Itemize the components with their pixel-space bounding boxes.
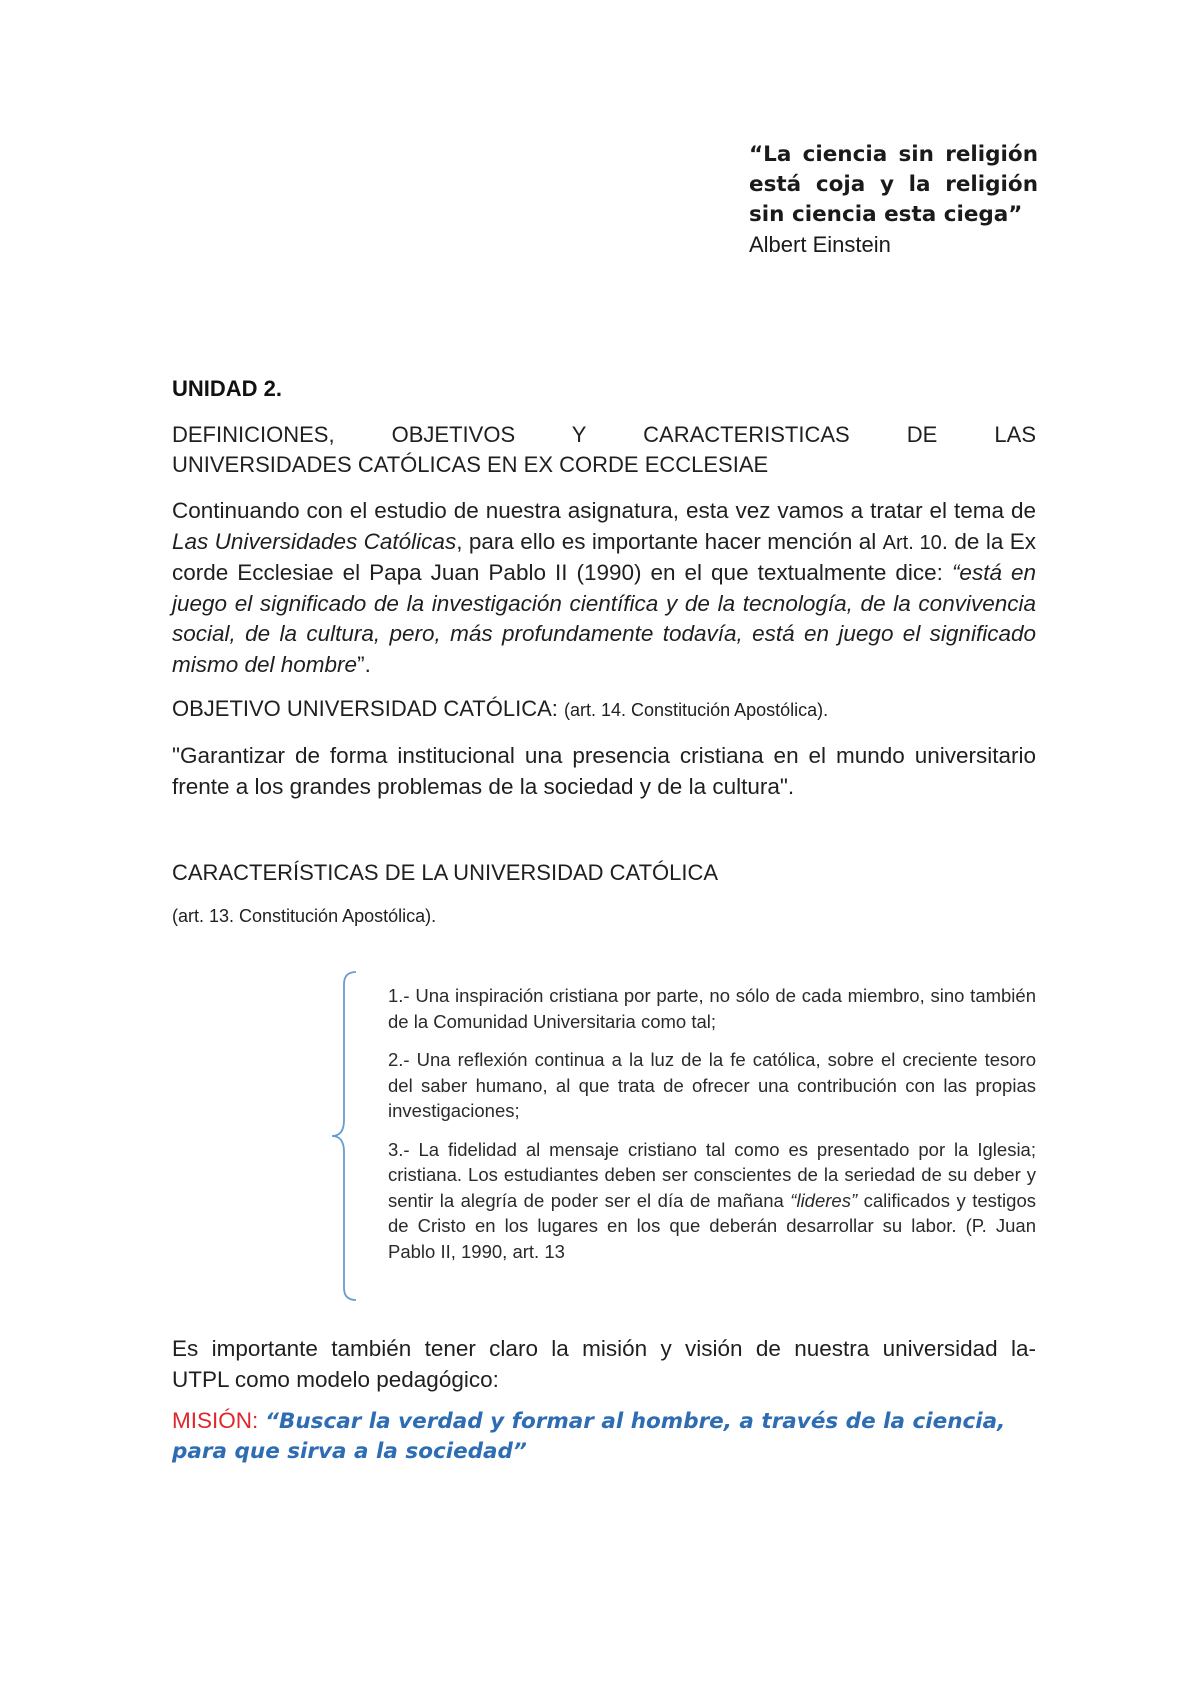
intro-text-part3: . de la Ex corde Ecclesiae el Papa Juan Pablo II (1990) en el que textualmente dice: bbox=[172, 528, 1036, 585]
intro-art-reference: Art. 10 bbox=[882, 531, 942, 554]
unit-title: UNIDAD 2. bbox=[172, 376, 283, 401]
intro-italic-title: Las Universidades Católicas bbox=[172, 528, 457, 554]
characteristics-reference: (art. 13. Constitución Apostólica). bbox=[172, 906, 437, 926]
epigraph-author: Albert Einstein bbox=[749, 232, 891, 257]
characteristics-heading: CARACTERÍSTICAS DE LA UNIVERSIDAD CATÓLICA bbox=[172, 860, 719, 885]
epigraph-quote: “La ciencia sin religión está coja y la religión sin ciencia esta ciega” bbox=[749, 142, 1038, 227]
section-title-line2: UNIVERSIDADES CATÓLICAS EN EX CORDE ECCLESIAE bbox=[172, 452, 769, 477]
list-item: 2.- Una reflexión continua a la luz de la fe católica, sobre el creciente tesoro del saber humano, al que trata de ofrecer una contribución con las propias investigaciones; bbox=[388, 1049, 1036, 1121]
mission-label: MISIÓN: bbox=[172, 1408, 259, 1433]
intro-text-part1: Continuando con el estudio de nuestra asignatura, esta vez vamos a tratar el tema de bbox=[172, 498, 1036, 523]
epigraph bbox=[749, 140, 1038, 260]
list-item-text: 3.- La fidelidad al mensaje cristiano tal como es presentado por la Iglesia; cristiana. Los estudiantes deben ser conscientes de la seriedad de su deber y sentir la alegría de poder ser el día de mañana bbox=[388, 1138, 1036, 1211]
objective-heading bbox=[172, 694, 1036, 725]
objective-quote: "Garantizar de forma institucional una presencia cristiana en el mundo universitario frente a los grandes problemas de la sociedad y de la cultura". bbox=[172, 743, 1036, 799]
list-item-text: calificados y testigos de Cristo en los lugares en los que deberán desarrollar su labor. (P. Juan Pablo II, 1990, art. 13 bbox=[388, 1189, 1036, 1262]
section-title bbox=[172, 420, 1036, 480]
important-paragraph bbox=[172, 1334, 1036, 1395]
list-item-italic: “lideres” bbox=[790, 1189, 858, 1211]
intro-closing: ”. bbox=[357, 651, 371, 677]
mission-text: “Buscar la verdad y formar al hombre, a través de la ciencia, para que sirva a la sociedad” bbox=[172, 1409, 1006, 1464]
mission-statement bbox=[172, 1406, 1036, 1467]
important-line2: UTPL como modelo pedagógico: bbox=[172, 1366, 499, 1392]
intro-text-part2: , para ello es importante hacer mención al bbox=[456, 528, 883, 554]
intro-paragraph bbox=[172, 496, 1036, 680]
important-line1: Es importante también tener claro la misión y visión de nuestra universidad la- bbox=[172, 1336, 1036, 1361]
objective-reference: (art. 14. Constitución Apostólica). bbox=[564, 700, 829, 720]
section-title-line1: DEFINICIONES, OBJETIVOS Y CARACTERISTICAS DE LAS bbox=[172, 422, 1036, 447]
list-item bbox=[388, 1137, 1036, 1265]
objective-heading-text: OBJETIVO UNIVERSIDAD CATÓLICA: bbox=[172, 696, 558, 721]
left-brace-bracket bbox=[326, 970, 366, 1302]
characteristics-list bbox=[388, 983, 1036, 1277]
list-item: 1.- Una inspiración cristiana por parte, no sólo de cada miembro, sino también de la Comunidad Universitaria como tal; bbox=[388, 985, 1036, 1032]
intro-quote: “está en juego el significado de la investigación científica y de la tecnología, de la convivencia social, de la cultura, pero, más profundamente todavía, está en juego el significado mismo del hombre bbox=[172, 560, 1036, 677]
